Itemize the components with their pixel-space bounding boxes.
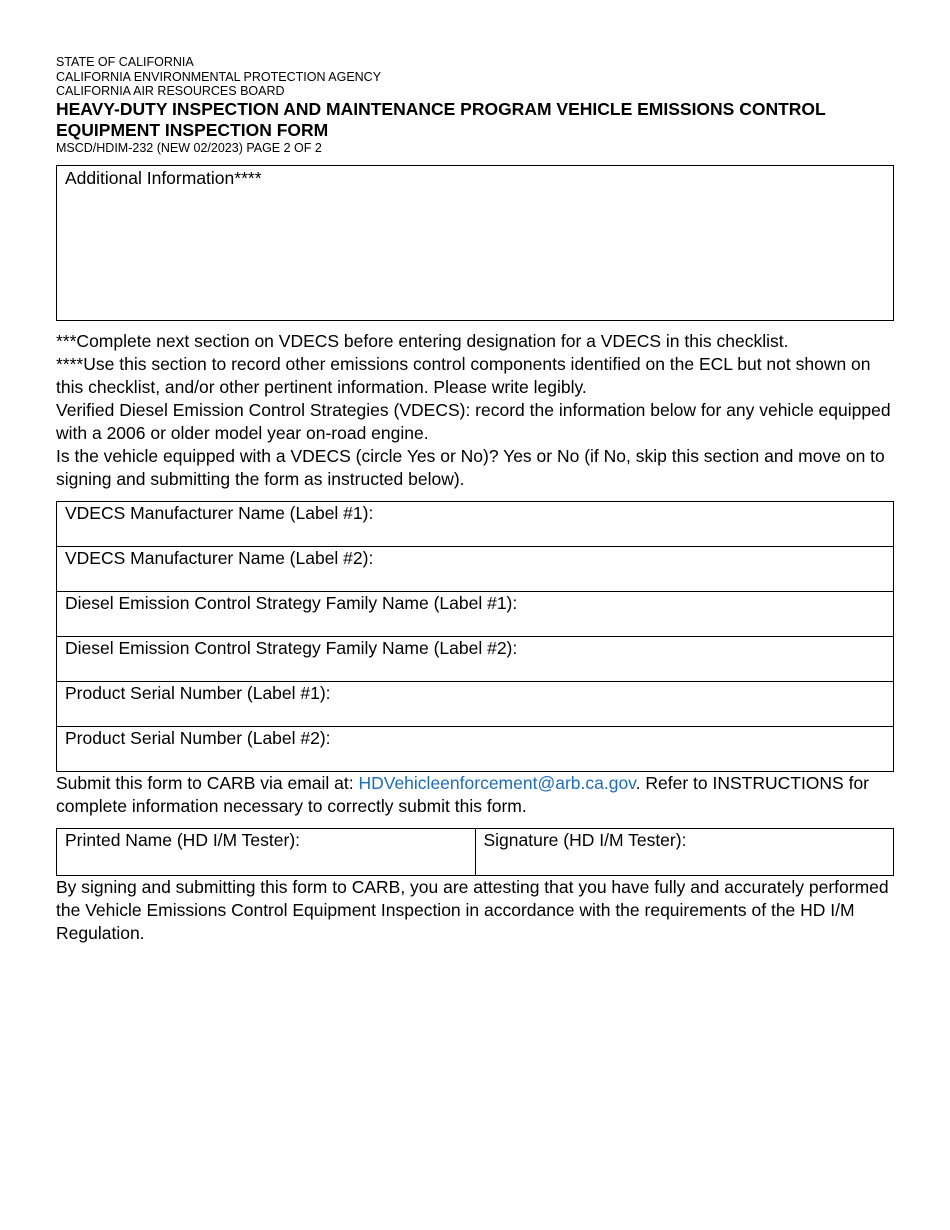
field-label: VDECS Manufacturer Name (Label #1):: [65, 503, 374, 523]
vdecs-manufacturer-2-field[interactable]: [57, 547, 894, 592]
field-label: Diesel Emission Control Strategy Family Name (Label #2):: [65, 638, 518, 658]
header-agency: CALIFORNIA ENVIRONMENTAL PROTECTION AGENCY: [56, 69, 382, 84]
strategy-family-1-field[interactable]: [57, 592, 894, 637]
field-label: Diesel Emission Control Strategy Family Name (Label #1):: [65, 593, 518, 613]
notes-section: [56, 330, 894, 399]
header-board: CALIFORNIA AIR RESOURCES BOARD: [56, 84, 285, 98]
printed-name-label: Printed Name (HD I/M Tester):: [65, 830, 301, 850]
serial-number-1-field[interactable]: [57, 682, 894, 727]
printed-name-field[interactable]: [57, 829, 476, 876]
form-id: MSCD/HDIM-232 (NEW 02/2023) PAGE 2 OF 2: [56, 140, 322, 155]
field-label: Product Serial Number (Label #1):: [65, 683, 331, 703]
field-label: Product Serial Number (Label #2):: [65, 728, 331, 748]
vdecs-fields-table: [56, 501, 894, 772]
note-additional-info: ****Use this section to record other emissions control components identified on the ECL but not shown on this checklist, and/or other pertinent information. Please write legibly.: [56, 354, 871, 397]
field-label: VDECS Manufacturer Name (Label #2):: [65, 548, 374, 568]
note-vdecs: ***Complete next section on VDECS before entering designation for a VDECS in this checklist.: [56, 331, 789, 351]
signature-field[interactable]: [475, 829, 894, 876]
submit-prefix: Submit this form to CARB via email at:: [56, 773, 359, 793]
strategy-family-2-field[interactable]: [57, 637, 894, 682]
form-title: HEAVY-DUTY INSPECTION AND MAINTENANCE PROGRAM VEHICLE EMISSIONS CONTROL EQUIPMENT INSPECTION FORM: [56, 98, 826, 140]
serial-number-2-field[interactable]: [57, 727, 894, 772]
vdecs-intro: Verified Diesel Emission Control Strategies (VDECS): record the information below for any vehicle equipped with a 2006 or older model year on-road engine.: [56, 400, 891, 443]
additional-info-label: Additional Information****: [65, 168, 262, 188]
vdecs-question: Is the vehicle equipped with a VDECS (circle Yes or No)? Yes or No (if No, skip this section and move on to signing and submitting the form as instructed below).: [56, 446, 885, 489]
email-link[interactable]: HDVehicleenforcement@arb.ca.gov: [358, 773, 636, 793]
form-page: [56, 55, 894, 945]
submit-suffix: . Refer to INSTRUCTIONS for complete information necessary to correctly submit this form.: [56, 773, 870, 816]
signature-table: [56, 828, 894, 876]
additional-info-field[interactable]: [56, 165, 894, 321]
submit-instructions: [56, 772, 894, 818]
signature-label: Signature (HD I/M Tester):: [483, 830, 687, 850]
attestation-text: By signing and submitting this form to CARB, you are attesting that you have fully and accurately performed the Vehicle Emissions Control Equipment Inspection in accordance with the requirements of the HD I/M Regulation.: [56, 877, 889, 943]
header-state: STATE OF CALIFORNIA: [56, 55, 194, 69]
vdecs-manufacturer-1-field[interactable]: [57, 502, 894, 547]
